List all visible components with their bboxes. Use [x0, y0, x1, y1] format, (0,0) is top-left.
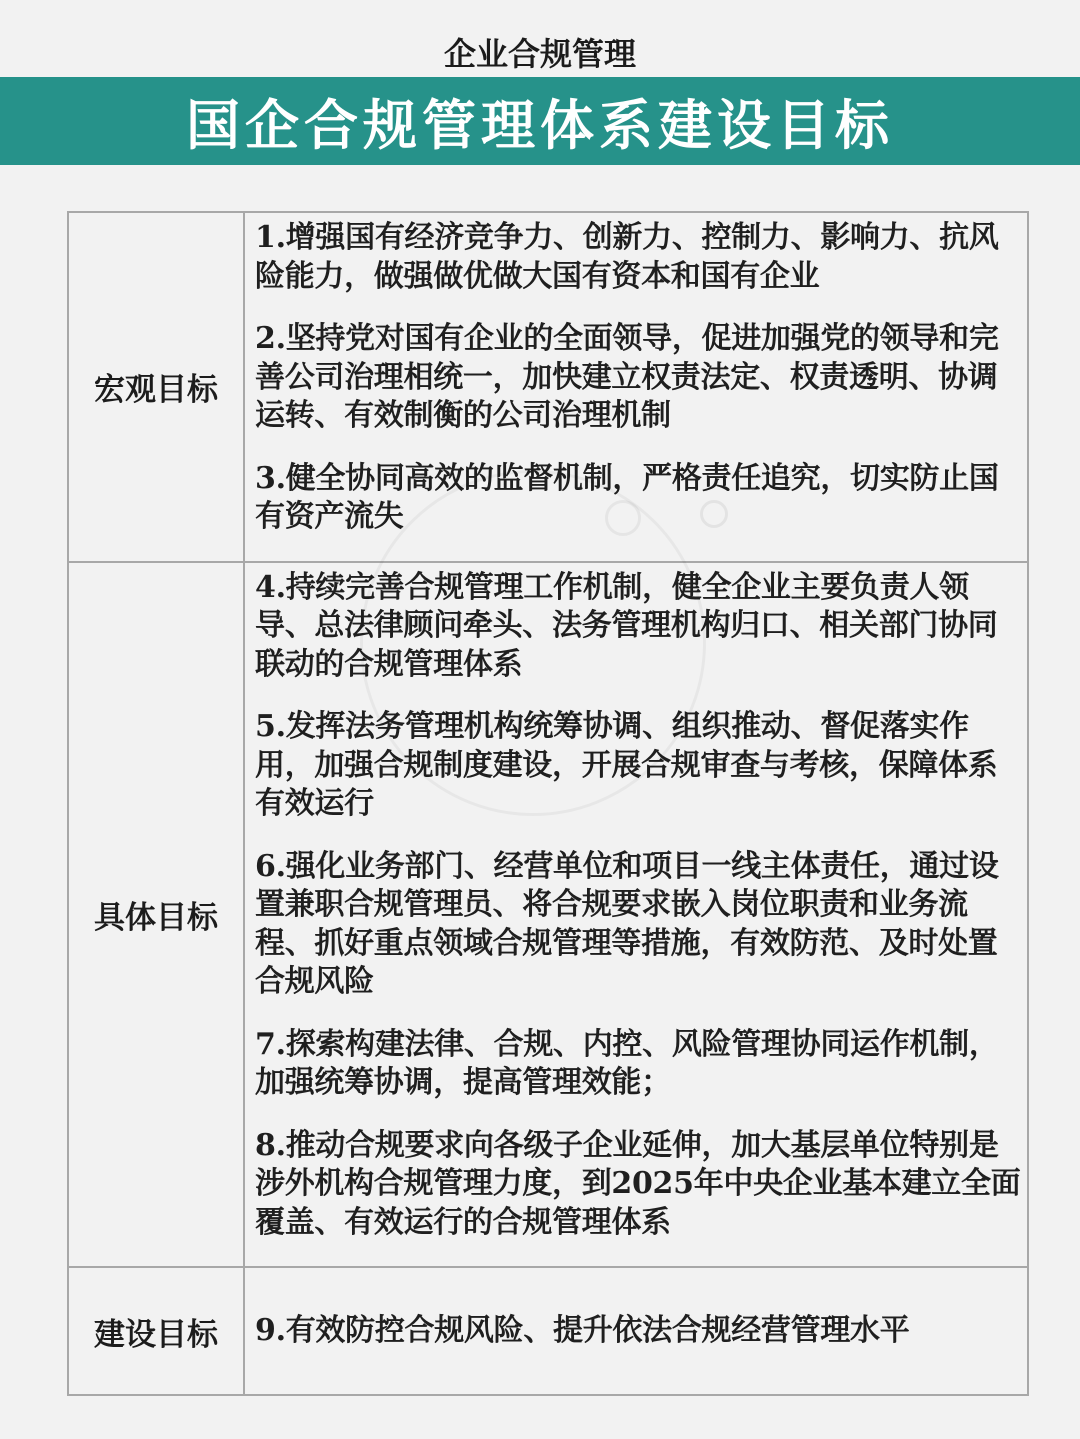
goal-item: 4.持续完善合规管理工作机制，健全企业主要负责人领导、总法律顾问牵头、法务管理机构归口、相关部门协同联动的合规管理体系	[255, 569, 998, 682]
goal-item: 1.增强国有经济竞争力、创新力、控制力、影响力、抗风险能力，做强做优做大国有资本和国有企业	[255, 220, 999, 294]
goal-item: 8.推动合规要求向各级子企业延伸，加大基层单位特别是涉外机构合规管理力度，到2025年中央企业基本建立全面覆盖、有效运行的合规管理体系	[255, 1127, 1021, 1240]
category-label: 宏观目标	[68, 212, 244, 562]
table-row-macro	[68, 212, 1028, 562]
title-banner	[0, 77, 1080, 165]
goal-item: 3.健全协同高效的监督机制，严格责任追究，切实防止国有资产流失	[255, 460, 999, 534]
page-subtitle: 企业合规管理	[443, 35, 636, 73]
goal-item: 6.强化业务部门、经营单位和项目一线主体责任，通过设置兼职合规管理员、将合规要求嵌入岗位职责和业务流程、抓好重点领域合规管理等措施，有效防范、及时处置合规风险	[255, 848, 999, 999]
goal-item: 9.有效防控合规风险、提升依法合规经营管理水平	[255, 1312, 910, 1348]
goal-item: 2.坚持党对国有企业的全面领导，促进加强党的领导和完善公司治理相统一，加快建立权责法定、权责透明、协调运转、有效制衡的公司治理机制	[255, 321, 999, 433]
table-row-construction	[68, 1267, 1028, 1395]
category-label: 建设目标	[68, 1267, 244, 1395]
goal-list	[244, 1267, 1028, 1395]
goal-list	[244, 212, 1028, 562]
goals-table	[67, 211, 1029, 1396]
table-row-specific	[68, 562, 1028, 1268]
category-label: 具体目标	[68, 562, 244, 1268]
goal-list	[244, 562, 1028, 1268]
goal-item: 5.发挥法务管理机构统筹协调、组织推动、督促落实作用，加强合规制度建设，开展合规审查与考核，保障体系有效运行	[255, 709, 998, 821]
goal-item: 7.探索构建法律、合规、内控、风险管理协同运作机制，加强统筹协调，提高管理效能；	[255, 1026, 999, 1100]
page-title: 国企合规管理体系建设目标	[186, 93, 894, 157]
